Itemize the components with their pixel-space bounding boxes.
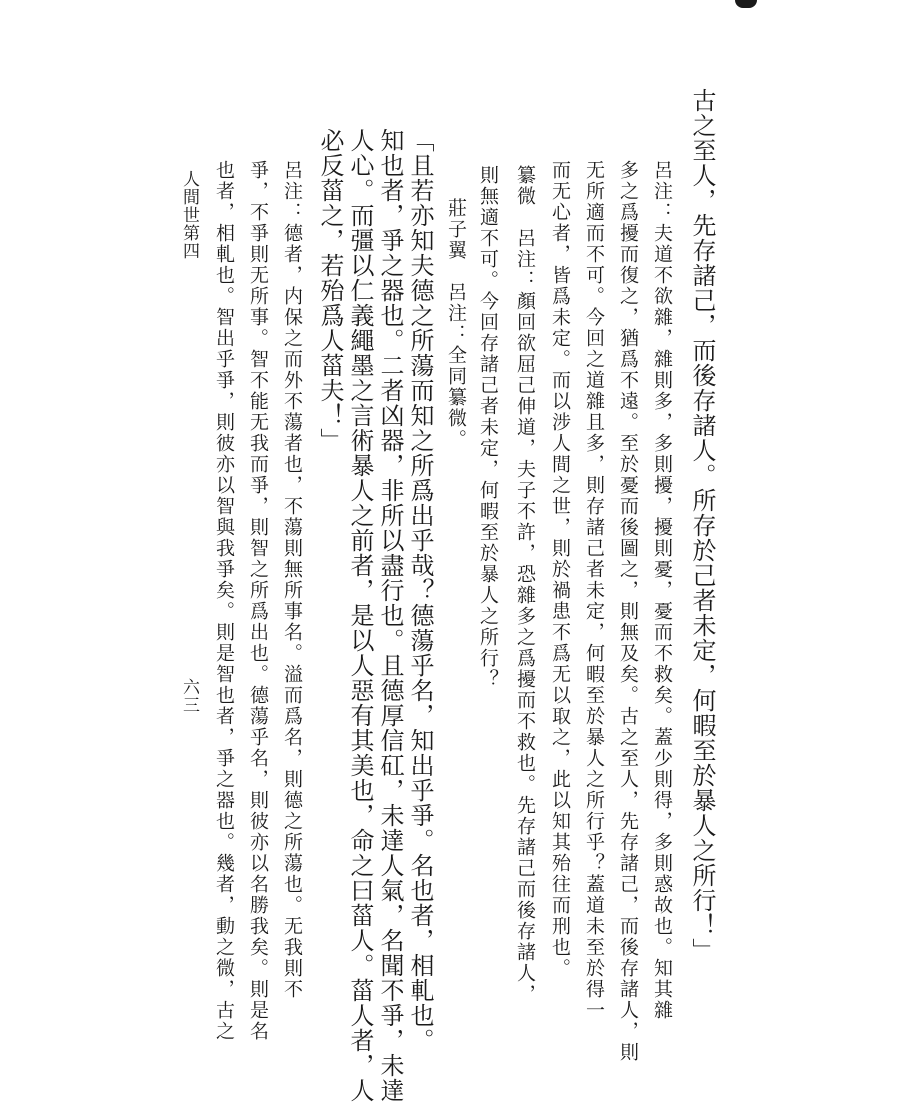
text-column-2: 呂注：夫道不欲雜，雜則多，多則擾，擾則憂，憂而不救矣。蓋少則得，多則惑故也。知其雜	[651, 160, 673, 1021]
top-edge-mark	[735, 0, 757, 8]
text-column-15: 也者，相軋也。智出乎爭，則彼亦以智與我爭矣。則是智也者，爭之器也。幾者，動之微，古之	[213, 160, 235, 1042]
text-column-7: 則無適不可。今回存諸己者未定，何暇至於暴人之所行？	[477, 165, 499, 690]
text-column-14: 爭，不爭則无所事。智不能无我而爭，則智之所爲出也。德蕩乎名，則彼亦以名勝我矣。則是名	[247, 160, 269, 1042]
text-column-4: 无所適而不可。今回之道雜且多，則存諸己者未定，何暇至於暴人之所行乎？蓋道未至於得一	[583, 160, 605, 1021]
text-column-8: 莊子翼 呂注：全同纂微。	[445, 198, 467, 450]
text-column-12: 必反菑之，若殆爲人菑夫！」	[316, 128, 344, 453]
page-number: 六三	[179, 678, 199, 714]
text-column-3: 多之爲擾而復之，猶爲不遠。至於憂而後圖之，則無及矣。古之至人，先存諸己，而後存諸人，則	[617, 160, 639, 1063]
text-column-10: 知也者，爭之器也。二者凶器，非所以盡行也。且德厚信矼，未達人氣，名聞不爭，未達	[376, 128, 404, 1103]
text-column-11: 人心。而彊以仁義繩墨之言術暴人之前者，是以人惡有其美也，命之曰菑人。菑人者，人	[346, 128, 374, 1103]
text-column-9: 「且若亦知夫德之所蕩而知之所爲出乎哉？德蕩乎名，知出乎爭。名也者，相軋也。	[406, 128, 434, 1053]
text-column-13: 呂注：德者，内保之而外不蕩者也，不蕩則無所事名。溢而爲名，則德之所蕩也。无我則不	[281, 160, 303, 1000]
text-column-1: 古之至人，先存諸己，而後存諸人。所存於己者未定，何暇至於暴人之所行！」	[688, 88, 716, 963]
text-column-5: 而无心者，皆爲未定。而以涉人間之世，則於禍患不爲无以取之，此以知其殆往而刑也。	[549, 160, 571, 979]
text-column-6: 纂微 呂注：顏回欲屈己伸道，夫子不許，恐雜多之爲擾而不救也。先存諸己而後存諸人，	[514, 165, 536, 1005]
chapter-header: 人間世第四	[179, 170, 199, 260]
